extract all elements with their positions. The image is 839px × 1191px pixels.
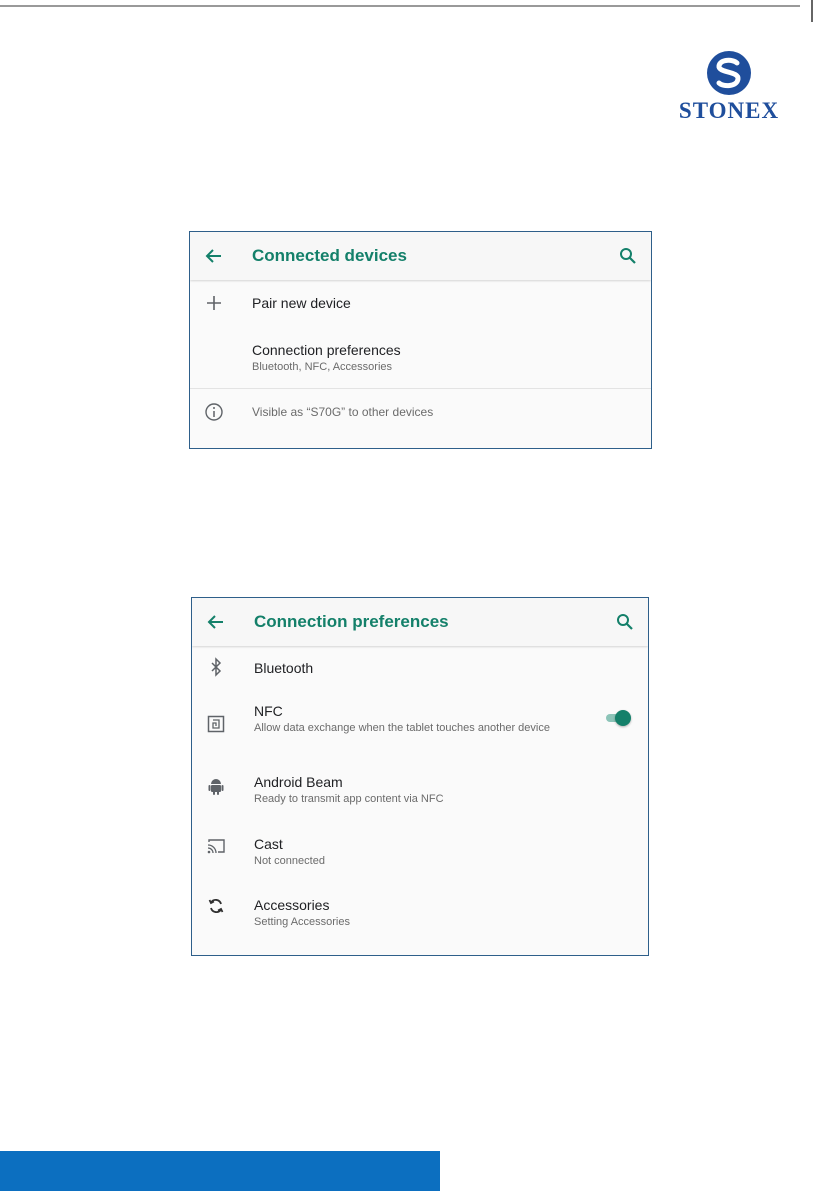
sync-icon [206,896,226,916]
cast-icon [206,836,226,856]
stonex-logo [668,50,790,126]
back-arrow-icon[interactable] [204,246,224,266]
cast-label: Cast [254,836,283,852]
search-icon[interactable] [616,613,634,631]
android-beam-summary: Ready to transmit app content via NFC [254,793,444,805]
cast-summary: Not connected [254,855,325,867]
page-top-line [0,0,839,22]
search-icon[interactable] [619,247,637,265]
footer-bar [0,1151,440,1191]
accessories-item[interactable] [192,878,648,940]
visibility-info-item [190,389,651,434]
pair-new-device-label: Pair new device [252,295,351,311]
page-title: Connected devices [252,246,407,265]
accessories-summary: Setting Accessories [254,916,350,928]
nfc-icon [206,714,226,734]
connection-preferences-label: Connection preferences [252,342,401,358]
android-beam-label: Android Beam [254,774,343,790]
connection-preferences-summary: Bluetooth, NFC, Accessories [252,361,393,373]
bluetooth-icon [206,657,226,677]
nfc-item[interactable] [192,692,648,754]
info-icon [204,402,224,422]
toggle-thumb [615,710,631,726]
bluetooth-label: Bluetooth [254,660,314,676]
android-beam-item[interactable] [192,754,648,816]
back-arrow-icon[interactable] [206,612,226,632]
connected-devices-screen [189,231,652,449]
android-icon [206,776,226,796]
cast-item[interactable] [192,816,648,878]
connection-preferences-screen [191,597,649,956]
bluetooth-item[interactable] [192,646,648,692]
stonex-logo-text: STONEX [678,98,780,123]
connection-preferences-item[interactable] [190,326,651,388]
app-bar [190,232,651,280]
nfc-summary: Allow data exchange when the tablet touches another device [254,722,550,734]
pair-new-device-item[interactable] [190,280,651,326]
nfc-label: NFC [254,703,283,719]
page-title: Connection preferences [254,612,449,631]
plus-icon [204,293,224,313]
app-bar [192,598,648,646]
nfc-toggle[interactable] [604,710,632,726]
stonex-emblem-icon [706,50,752,96]
visibility-info-text: Visible as “S70G” to other devices [252,405,434,419]
accessories-label: Accessories [254,897,330,913]
